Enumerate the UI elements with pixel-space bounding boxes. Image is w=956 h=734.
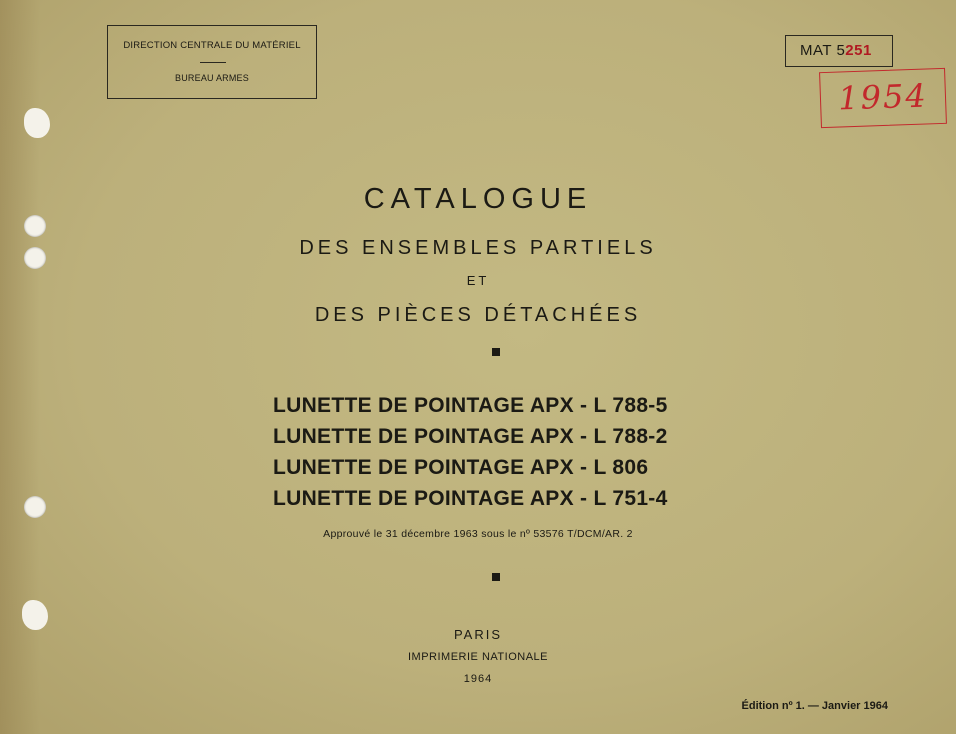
bureau-name: BUREAU ARMES <box>175 73 249 83</box>
lunette-item: LUNETTE DE POINTAGE APX - L 788-2 <box>273 425 668 448</box>
lunette-item: LUNETTE DE POINTAGE APX - L 751-4 <box>273 487 668 510</box>
catalogue-title: CATALOGUE <box>363 183 593 215</box>
direction-box <box>107 25 317 99</box>
separator-square <box>492 573 500 581</box>
mat-reference: MAT 5 <box>800 42 846 59</box>
subtitle-ensembles: DES ENSEMBLES PARTIELS <box>299 237 657 259</box>
red-stamp-number: 1954 <box>819 68 947 128</box>
subtitle-et: ET <box>466 273 490 288</box>
subtitle-pieces: DES PIÈCES DÉTACHÉES <box>314 304 642 326</box>
direction-name: DIRECTION CENTRALE DU MATÉRIEL <box>123 40 301 51</box>
torn-binding-hole <box>24 108 50 138</box>
lunette-list <box>273 390 793 514</box>
mat-reference-box <box>785 35 893 67</box>
edition-note: Édition nº 1. — Janvier 1964 <box>741 700 888 712</box>
torn-binding-hole <box>22 600 48 630</box>
mat-struck-number: 251 <box>845 42 872 59</box>
publication-year: 1964 <box>463 673 493 685</box>
binding-hole <box>24 496 46 518</box>
direction-divider <box>200 62 226 63</box>
approval-note: Approuvé le 31 décembre 1963 sous le nº 53576 T/DCM/AR. 2 <box>323 528 633 540</box>
printer-name: IMPRIMERIE NATIONALE <box>408 651 548 663</box>
lunette-item: LUNETTE DE POINTAGE APX - L 788-5 <box>273 394 668 417</box>
lunette-item: LUNETTE DE POINTAGE APX - L 806 <box>273 456 649 479</box>
publication-city: PARIS <box>453 627 503 642</box>
binding-hole <box>24 215 46 237</box>
separator-square <box>492 348 500 356</box>
